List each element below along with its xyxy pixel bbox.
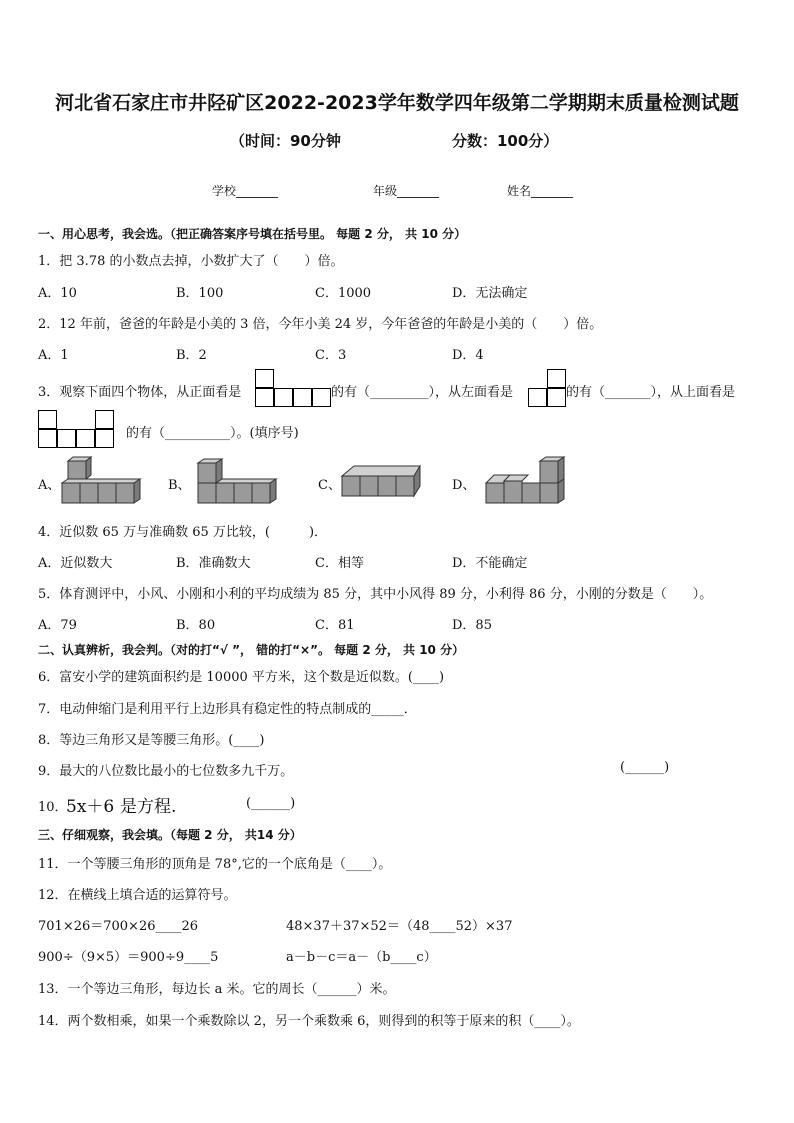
question-12-a: 701×26＝700×26____26	[38, 919, 199, 934]
question-7: 7．电动伸缩门是利用平行上边形具有稳定性的特点制成的_____．	[38, 702, 417, 717]
section-3-heading: 三、仔细观察，我会填。（每题 2 分， 共14 分）	[38, 828, 302, 842]
cube-figure-a	[60, 455, 146, 507]
q5-option-a[interactable]: A．79	[38, 618, 77, 633]
question-10-text: 是方程.	[120, 797, 177, 817]
question-3-part-1: 3．观察下面四个物体，从正面看是	[38, 385, 242, 400]
name-field[interactable]: 姓名_______	[507, 184, 574, 198]
q1-option-d[interactable]: D．无法确定	[452, 286, 528, 301]
section-2-heading: 二、认真辨析，我会判。（对的打“√ ”， 错的打“×”。 每题 2 分， 共 10 分）	[38, 643, 465, 657]
q4-option-d[interactable]: D．不能确定	[452, 556, 528, 571]
q3-option-b[interactable]: B、	[168, 478, 191, 493]
q4-option-b[interactable]: B．准确数大	[176, 556, 251, 571]
question-14: 14．两个数相乘，如果一个乘数除以 2，另一个乘数乘 6，则得到的积等于原来的积（____）。	[38, 1014, 580, 1029]
school-field[interactable]: 学校_______	[212, 184, 279, 198]
question-11: 11．一个等腰三角形的顶角是 78°,它的一个底角是（____）。	[38, 857, 392, 872]
left-view-figure	[528, 369, 566, 407]
q10-answer-blank[interactable]: (______)	[246, 796, 296, 811]
question-12-c: 900÷（9×5）＝900÷9____5	[38, 950, 219, 965]
question-4: 4．近似数 65 万与准确数 65 万比较，( )．	[38, 525, 328, 540]
question-3-part-3: 的有（_______），从上面看是	[566, 385, 736, 400]
q3-option-d[interactable]: D、	[452, 478, 476, 493]
section-1-heading: 一、用心思考，我会选。（把正确答案序号填在括号里。 每题 2 分， 共 10 分）	[38, 227, 467, 241]
q2-option-b[interactable]: B．2	[176, 348, 207, 363]
question-8: 8．等边三角形又是等腰三角形。(____)	[38, 733, 265, 748]
equation-expression: 5x＋6	[66, 797, 115, 817]
question-3-part-4: 的有（__________）。(填序号)	[126, 426, 299, 441]
question-9: 9．最大的八位数比最小的七位数多九千万。	[38, 764, 294, 779]
q1-option-c[interactable]: C．1000	[315, 286, 372, 301]
front-view-figure	[255, 369, 331, 407]
question-10-number: 10．	[38, 800, 68, 815]
q5-option-b[interactable]: B．80	[176, 618, 216, 633]
cube-figure-b	[196, 455, 282, 507]
cube-figure-d	[484, 455, 574, 507]
q1-option-a[interactable]: A．10	[38, 286, 77, 301]
cube-figure-c	[340, 458, 426, 502]
q5-option-d[interactable]: D．85	[452, 618, 492, 633]
grade-field[interactable]: 年级_______	[373, 184, 440, 198]
question-12: 12．在横线上填合适的运算符号。	[38, 888, 237, 903]
question-6: 6．富安小学的建筑面积约是 10000 平方米，这个数是近似数。(____)	[38, 670, 445, 685]
time-label: （时间：90分钟	[230, 132, 341, 150]
q5-option-c[interactable]: C．81	[315, 618, 355, 633]
q4-option-a[interactable]: A．近似数大	[38, 556, 113, 571]
score-label: 分数：100分）	[452, 132, 559, 150]
q2-option-d[interactable]: D．4	[452, 348, 484, 363]
question-13: 13．一个等边三角形，每边长 a 米。它的周长（______）米。	[38, 982, 396, 997]
top-view-figure	[38, 410, 114, 448]
q1-option-b[interactable]: B．100	[176, 286, 224, 301]
question-3-part-2: 的有（_________），从左面看是	[331, 385, 514, 400]
q2-option-c[interactable]: C．3	[315, 348, 347, 363]
question-12-d: a－b－c＝a－（b____c）	[286, 950, 437, 965]
page-title: 河北省石家庄市井陉矿区2022-2023学年数学四年级第二学期期末质量检测试题	[55, 92, 739, 114]
q4-option-c[interactable]: C．相等	[315, 556, 364, 571]
question-1: 1．把 3.78 的小数点去掉，小数扩大了（ ）倍。	[38, 254, 344, 269]
q2-option-a[interactable]: A．1	[38, 348, 69, 363]
q9-answer-blank[interactable]: (______)	[620, 760, 670, 775]
q3-option-a[interactable]: A、	[38, 478, 61, 493]
question-2: 2．12 年前，爸爸的年龄是小美的 3 倍，今年小美 24 岁，今年爸爸的年龄是小美的（ ）倍。	[38, 317, 603, 332]
q3-option-c[interactable]: C、	[318, 478, 341, 493]
question-12-b: 48×37＋37×52＝（48____52）×37	[286, 919, 513, 934]
question-5: 5．体育测评中，小风、小刚和小利的平均成绩为 85 分，其中小风得 89 分，小利得 86 分，小刚的分数是（ ）。	[38, 587, 713, 602]
